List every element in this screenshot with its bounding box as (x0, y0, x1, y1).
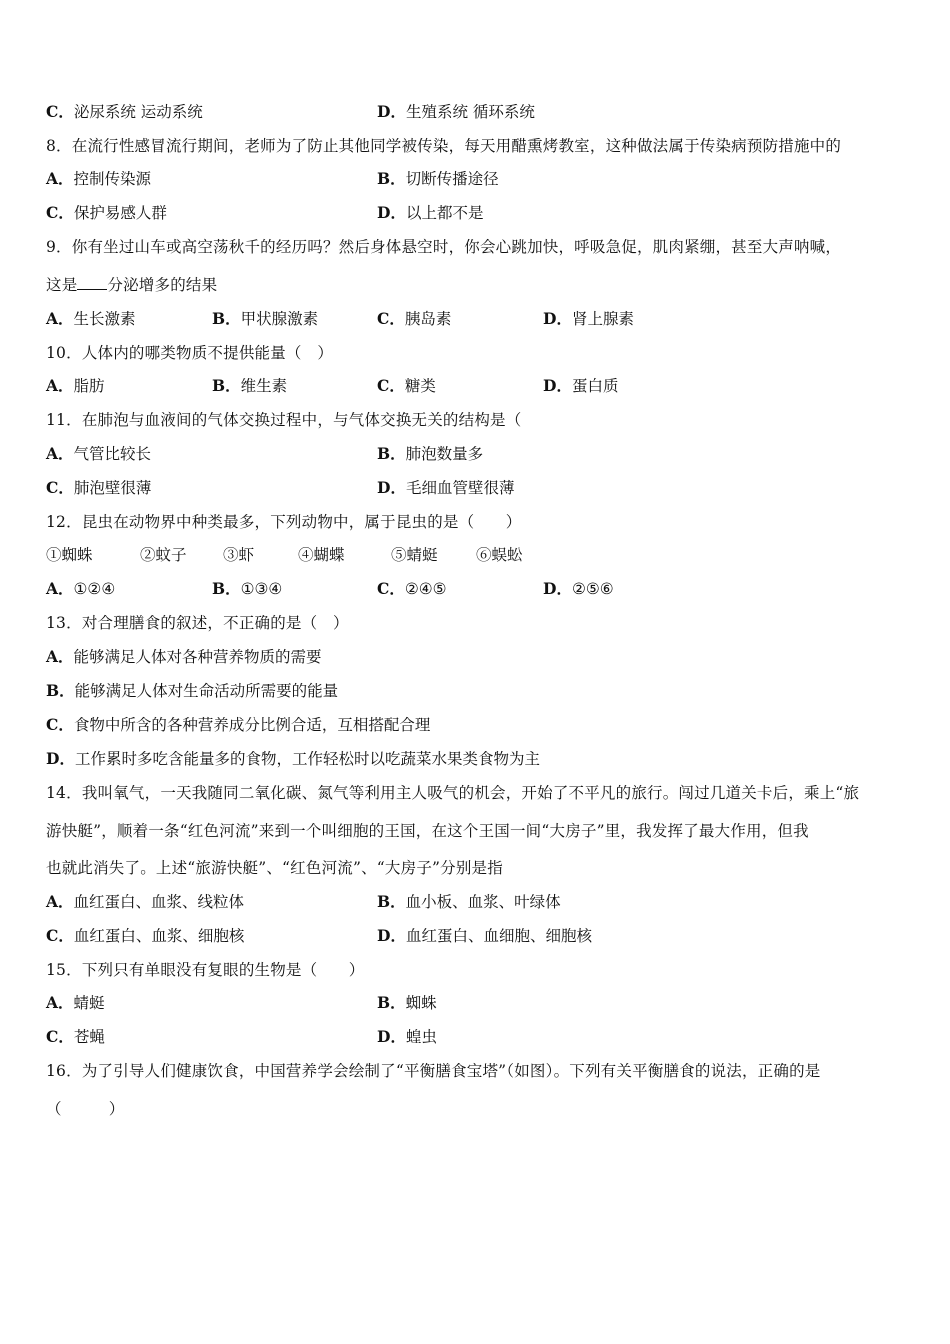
q14-option-d: D．血红蛋白、血细胞、细胞核 (377, 926, 592, 945)
q14-option-b: B．血小板、血浆、叶绿体 (377, 892, 561, 911)
q14-stem-line1: 14．我叫氧气，一天我随同二氧化碳、氮气等利用主人吸气的机会，开始了不平凡的旅行。闯过几道关卡后，乘上“旅 (46, 784, 860, 802)
q13-stem: 13．对合理膳食的叙述，不正确的是（ ） (46, 614, 349, 632)
q13-option-b: B．能够满足人体对生命活动所需要的能量 (46, 681, 339, 700)
q11-stem: 11．在肺泡与血液间的气体交换过程中，与气体交换无关的结构是（ (46, 411, 522, 429)
q14-stem-line2: 游快艇”，顺着一条“红色河流”来到一个叫细胞的王国，在这个王国一间“大房子”里，我发挥了最大作用，但我 (46, 822, 809, 840)
q12-option-d: D．②⑤⑥ (543, 579, 614, 598)
q12-option-c: C．②④⑤ (377, 579, 447, 598)
q9-option-a: A．生长激素 (46, 309, 136, 328)
q9-stem-line2: 这是 分泌增多的结果 (46, 276, 218, 294)
q13-option-d: D．工作累时多吃含能量多的食物，工作轻松时以吃蔬菜水果类食物为主 (46, 749, 540, 768)
q8-option-c: C．保护易感人群 (46, 203, 167, 222)
q7-option-d: D．生殖系统 循环系统 (377, 102, 535, 121)
q16-stem-line2: （ ） (46, 1100, 125, 1118)
q11-option-d: D．毛细血管壁很薄 (377, 478, 515, 497)
q9-option-c: C．胰岛素 (377, 309, 452, 328)
q15-option-c: C．苍蝇 (46, 1027, 105, 1046)
answer-blank (77, 275, 107, 290)
q13-option-a: A．能够满足人体对各种营养物质的需要 (46, 647, 322, 666)
q15-stem: 15．下列只有单眼没有复眼的生物是（ ） (46, 961, 365, 979)
q10-stem: 10．人体内的哪类物质不提供能量（ ） (46, 344, 334, 362)
q11-option-a: A．气管比较长 (46, 444, 152, 463)
q14-stem-line3: 也就此消失了。上述“旅游快艇”、“红色河流”、“大房子”分别是指 (46, 859, 503, 877)
q14-option-c: C．血红蛋白、血浆、细胞核 (46, 926, 245, 945)
q15-option-d: D．蝗虫 (377, 1027, 437, 1046)
q12-item-1: ①蜘蛛 (46, 546, 93, 564)
q8-option-d: D．以上都不是 (377, 203, 484, 222)
q11-option-c: C．肺泡壁很薄 (46, 478, 152, 497)
q12-option-a: A．①②④ (46, 579, 116, 598)
q9-option-b: B．甲状腺激素 (212, 309, 319, 328)
q14-option-a: A．血红蛋白、血浆、线粒体 (46, 892, 245, 911)
q8-option-a: A．控制传染源 (46, 169, 152, 188)
q16-stem-line1: 16．为了引导人们健康饮食，中国营养学会绘制了“平衡膳食宝塔”（如图）。下列有关平衡膳食的说法，正确的是 (46, 1062, 821, 1080)
q12-item-5: ⑤蜻蜓 (391, 546, 438, 564)
q12-option-b: B．①③④ (212, 579, 283, 598)
q10-option-d: D．蛋白质 (543, 376, 619, 395)
q10-option-a: A．脂肪 (46, 376, 105, 395)
q12-item-3: ③虾 (223, 546, 255, 564)
q15-option-a: A．蜻蜓 (46, 993, 105, 1012)
q9-option-d: D．肾上腺素 (543, 309, 634, 328)
q12-item-2: ②蚊子 (140, 546, 187, 564)
q12-item-4: ④蝴蝶 (298, 546, 345, 564)
q10-option-b: B．维生素 (212, 376, 288, 395)
q11-option-b: B．肺泡数量多 (377, 444, 484, 463)
q8-option-b: B．切断传播途径 (377, 169, 499, 188)
q13-option-c: C．食物中所含的各种营养成分比例合适，互相搭配合理 (46, 715, 431, 734)
q10-option-c: C．糖类 (377, 376, 436, 395)
q12-stem: 12．昆虫在动物界中种类最多，下列动物中，属于昆虫的是（ ） (46, 513, 522, 531)
q7-option-c: C．泌尿系统 运动系统 (46, 102, 203, 121)
q9-stem-line1: 9．你有坐过山车或高空荡秋千的经历吗？然后身体悬空时，你会心跳加快，呼吸急促，肌肉紧绷，甚至大声呐喊， (46, 238, 842, 256)
q12-item-6: ⑥蜈蚣 (476, 546, 523, 564)
q15-option-b: B．蜘蛛 (377, 993, 437, 1012)
q8-stem: 8．在流行性感冒流行期间，老师为了防止其他同学被传染，每天用醋熏烤教室，这种做法属于传染病预防措施中的 (46, 137, 842, 155)
